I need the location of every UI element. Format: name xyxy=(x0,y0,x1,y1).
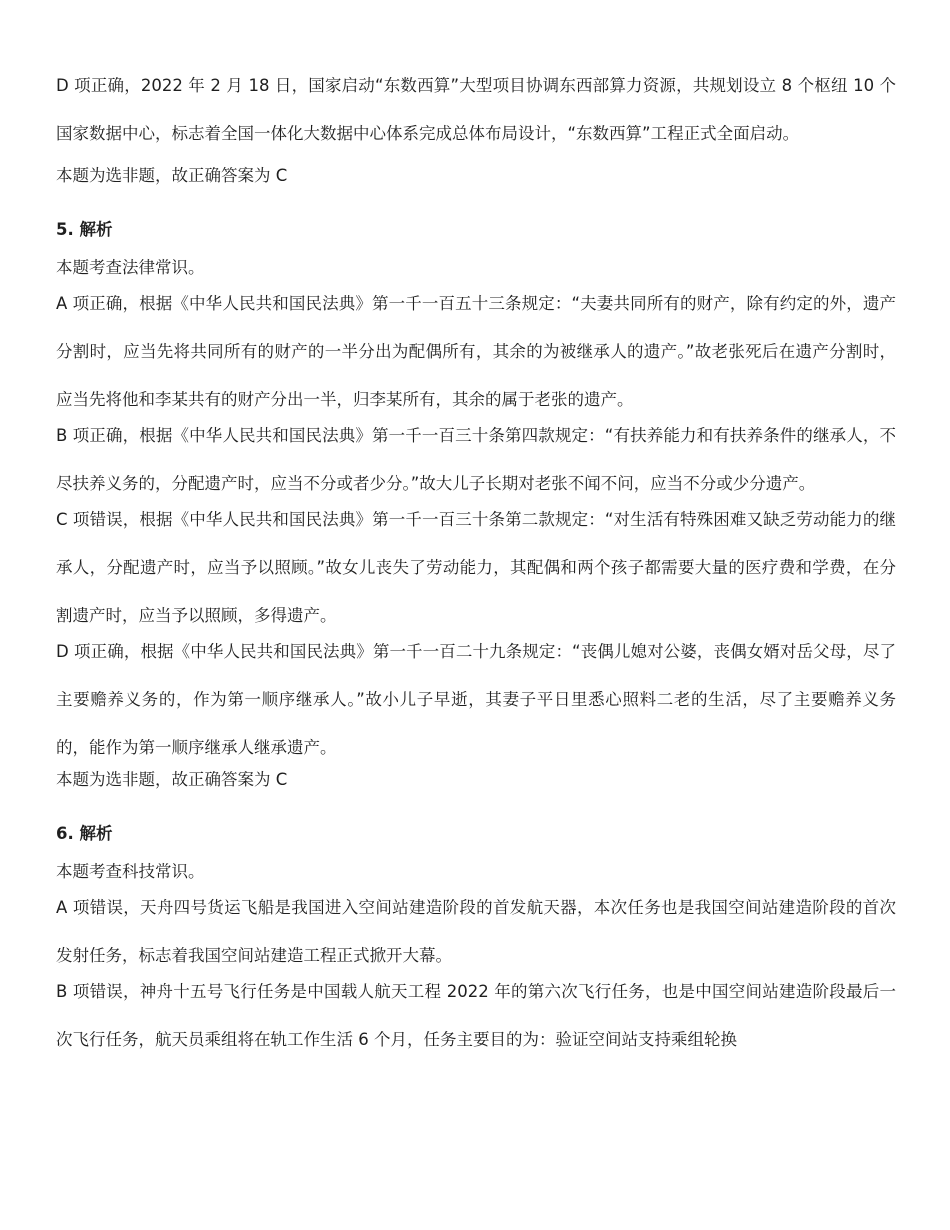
paragraph-5a: A 项正确，根据《中华人民共和国民法典》第一千一百五十三条规定：“夫妻共同所有的财产，除有约定的外，遗产分割时，应当先将共同所有的财产的一半分出为配偶所有，其余的为被继承人的遗产。”故老张死后在遗产分割时，应当先将他和李某共有的财产分出一半，归李某所有，其余的属于老张的遗产。 xyxy=(56,294,896,409)
answer-line-4: 本题为选非题，故正确答案为 C xyxy=(56,166,288,185)
paragraph-5d: D 项正确，根据《中华人民共和国民法典》第一千一百二十九条规定：“丧偶儿媳对公婆，丧偶女婿对岳父母，尽了主要赡养义务的，作为第一顺序继承人。”故小儿子早逝，其妻子平日里悉心照料二老的生活，尽了主要赡养义务的，能作为第一顺序继承人继承遗产。 xyxy=(56,642,896,757)
paragraph-6a: A 项错误，天舟四号货运飞船是我国进入空间站建造阶段的首发航天器，本次任务也是我国空间站建造阶段的首次发射任务，标志着我国空间站建造工程正式掀开大幕。 xyxy=(56,898,896,965)
section-heading-6: 6. 解析 xyxy=(56,824,113,843)
section-heading-5: 5. 解析 xyxy=(56,220,113,239)
paragraph-5b: B 项正确，根据《中华人民共和国民法典》第一千一百三十条第四款规定：“有扶养能力和有扶养条件的继承人，不尽扶养义务的，分配遗产时，应当不分或者少分。”故大儿子长期对老张不闻不问，应当不分或少分遗产。 xyxy=(56,426,896,493)
answer-line-5: 本题为选非题，故正确答案为 C xyxy=(56,770,288,789)
intro-line-5: 本题考查法律常识。 xyxy=(56,258,205,277)
paragraph-d-east-data: D 项正确，2022 年 2 月 18 日，国家启动“东数西算”大型项目协调东西部算力资源，共规划设立 8 个枢纽 10 个国家数据中心，标志着全国一体化大数据中心体系完成总体布局设计，“东数西算”工程正式全面启动。 xyxy=(56,76,896,143)
intro-line-6: 本题考查科技常识。 xyxy=(56,862,205,881)
document-page xyxy=(56,62,896,1064)
paragraph-5c: C 项错误，根据《中华人民共和国民法典》第一千一百三十条第二款规定：“对生活有特殊困难又缺乏劳动能力的继承人，分配遗产时，应当予以照顾。”故女儿丧失了劳动能力，其配偶和两个孩子都需要大量的医疗费和学费，在分割遗产时，应当予以照顾，多得遗产。 xyxy=(56,510,896,625)
paragraph-6b: B 项错误，神舟十五号飞行任务是中国载人航天工程 2022 年的第六次飞行任务，也是中国空间站建造阶段最后一次飞行任务，航天员乘组将在轨工作生活 6 个月，任务主要目的为：验证空间站支持乘组轮换 xyxy=(56,982,896,1049)
